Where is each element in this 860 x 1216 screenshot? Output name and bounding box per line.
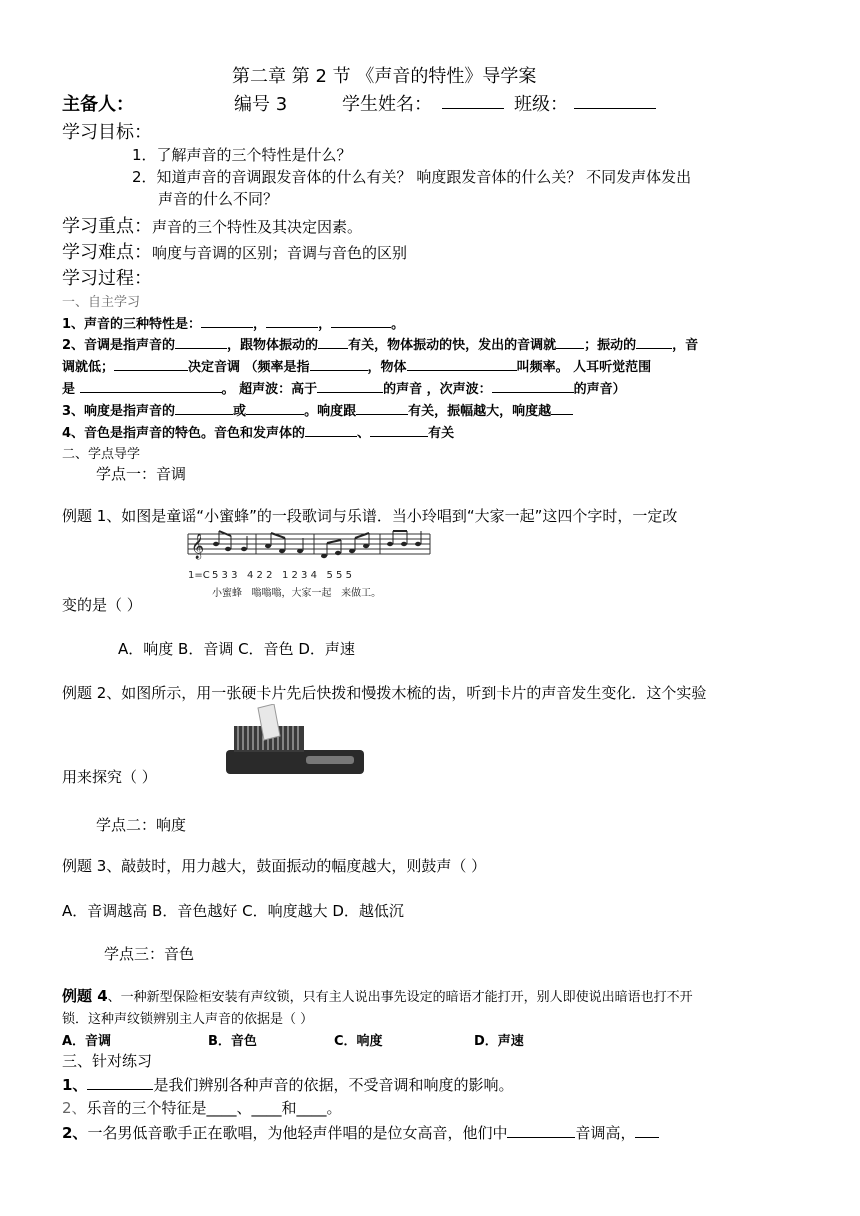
- staff-lyrics-label: 小蜜蜂 嗡嗡嗡，大家一起 来做工。: [212, 588, 382, 599]
- author-label: 主备人：: [62, 94, 134, 115]
- example-4-option-a: A．音调: [62, 1034, 112, 1049]
- practice-2-text: 乐音的三个特征是____、____和____。: [86, 1099, 342, 1117]
- practice-3: [62, 1122, 659, 1143]
- q2-blank-10[interactable]: [492, 379, 574, 393]
- q4-blank-1[interactable]: [305, 423, 357, 437]
- comb-svg: [222, 704, 368, 780]
- q2-blank-1[interactable]: [175, 335, 227, 349]
- q4-text-1: 4、音色是指声音的特色。音色和发声体的: [62, 426, 306, 441]
- q1-blank-2[interactable]: [266, 314, 318, 328]
- self-study-q2-line1: [62, 334, 698, 353]
- self-study-q4: [62, 422, 454, 441]
- q2-blank-6[interactable]: [310, 357, 368, 371]
- q2-text-2: ，跟物体振动的: [227, 338, 319, 353]
- self-study-heading: 一、自主学习: [62, 295, 141, 310]
- key-points-label: 学习重点：: [62, 216, 152, 237]
- example-1-line-1: 例题 1、如图是童谣“小蜜蜂”的一段歌词与乐谱．当小玲唱到“大家一起”这四个字时，一定改: [62, 507, 678, 525]
- practice-2-number: 2、: [62, 1099, 87, 1117]
- q3-text-1: 3、响度是指声音的: [62, 404, 176, 419]
- q3-text-2: 或: [233, 404, 247, 419]
- goal-item-1: 1．了解声音的三个特性是什么？: [132, 146, 352, 164]
- q2-blank-2[interactable]: [318, 335, 348, 349]
- example-4-option-d: D．声速: [474, 1034, 524, 1049]
- self-study-q2-line2: [62, 356, 651, 375]
- point-3-heading: 学点三：音色: [104, 945, 195, 963]
- practice-1-number: 1、: [62, 1076, 88, 1094]
- example-4-line-1: [62, 985, 693, 1006]
- key-points-text: 声音的三个特性及其决定因素。: [152, 218, 363, 236]
- process-heading: 学习过程：: [62, 268, 152, 289]
- point-1-heading: 学点一：音调: [96, 465, 187, 483]
- goal-item-2a: 2．知道声音的音调跟发音体的什么有关？ 响度跟发音体的什么关？ 不同发声体发出: [132, 168, 692, 186]
- q1-blank-1[interactable]: [201, 314, 253, 328]
- q2-text-1: 2、音调是指声音的: [62, 338, 176, 353]
- example-4-option-c: C．响度: [334, 1034, 383, 1049]
- staff-key-label: 1=C: [188, 570, 210, 581]
- example-4-option-b: B．音色: [208, 1034, 257, 1049]
- example-4-label: 例题 4: [62, 987, 108, 1005]
- class-field[interactable]: [574, 92, 656, 109]
- example-2-line-2: 用来探究（ ）: [62, 768, 157, 786]
- example-2-line-1: 例题 2、如图所示，用一张硬卡片先后快拨和慢拨木梳的齿，听到卡片的声音发生变化．这个实验: [62, 684, 707, 702]
- key-points-row: [62, 212, 362, 238]
- class-label: 班级：: [514, 94, 568, 115]
- point-2-heading: 学点二：响度: [96, 816, 187, 834]
- practice-3-blank-1[interactable]: [507, 1122, 575, 1138]
- student-name-label: 学生姓名：: [342, 94, 432, 115]
- practice-2: [62, 1097, 342, 1118]
- practice-3-text: 一名男低音歌手正在歌唱，为他轻声伴唱的是位女高音，他们中: [87, 1124, 508, 1142]
- q2-text-6: 调就低；: [62, 360, 115, 375]
- q2-text-5: ，音: [672, 338, 699, 353]
- example-4-line-2: 锁．这种声纹锁辨别主人声音的依据是（ ）: [62, 1012, 314, 1027]
- q2-text-3: 有关，物体振动的快，发出的音调就: [348, 338, 557, 353]
- q1-text: 1、声音的三种特性是：: [62, 317, 202, 332]
- practice-1-blank[interactable]: [87, 1074, 153, 1090]
- q2-text-12: 的声音 ，次声波：: [383, 382, 492, 397]
- q2-text-8: ，物体: [367, 360, 407, 375]
- q2-text-9: 叫频率。 人耳听觉范围: [516, 360, 652, 375]
- q2-text-13: 的声音）: [573, 382, 626, 397]
- staff-notes-label: 5 3 3 4 2 2 1 2 3 4 5 5 5: [212, 570, 352, 581]
- example-3: 例题 3、敲鼓时，用力越大，鼓面振动的幅度越大，则鼓声（ ）: [62, 857, 487, 875]
- q4-text-3: 有关: [428, 426, 455, 441]
- comb-card-figure: [222, 704, 368, 780]
- example-1-options: A．响度 B．音调 C．音色 D．声速: [118, 640, 355, 658]
- number-label: 编号 3: [234, 94, 288, 115]
- q2-blank-7[interactable]: [407, 357, 517, 371]
- q3-blank-1[interactable]: [175, 401, 233, 415]
- q2-blank-4[interactable]: [636, 335, 672, 349]
- q1-blank-3[interactable]: [331, 314, 391, 328]
- practice-heading: 三、针对练习: [62, 1052, 153, 1070]
- practice-3-number: 2、: [62, 1124, 88, 1142]
- practice-3-blank-2[interactable]: [635, 1122, 659, 1138]
- practice-3-tail: 音调高，: [575, 1124, 636, 1142]
- q3-text-4: 有关，振幅越大，响度越: [408, 404, 552, 419]
- q3-blank-3[interactable]: [356, 401, 408, 415]
- goal-item-2b: 声音的什么不同？: [158, 190, 279, 208]
- page-title: 第二章 第 2 节 《声音的特性》导学案: [232, 66, 537, 87]
- q2-text-4: ；振动的: [584, 338, 637, 353]
- self-study-q3: [62, 400, 573, 419]
- q3-blank-4[interactable]: [551, 401, 573, 415]
- difficulty-row: [62, 238, 407, 264]
- student-name-field[interactable]: [442, 92, 504, 109]
- self-study-q2-line3: [62, 378, 626, 397]
- guide-heading: 二、学点导学: [62, 447, 141, 462]
- practice-1: [62, 1074, 513, 1095]
- svg-text:𝄞: 𝄞: [191, 534, 205, 559]
- q2-blank-3[interactable]: [556, 335, 584, 349]
- difficulty-label: 学习难点：: [62, 242, 152, 263]
- q2-text-10: 是: [62, 382, 76, 397]
- music-staff-svg: [186, 528, 432, 604]
- self-study-q1: 1、声音的三种特性是： ， ， 。: [62, 313, 404, 332]
- q4-blank-2[interactable]: [370, 423, 428, 437]
- q3-text-3: 。响度跟: [304, 404, 357, 419]
- goals-heading: 学习目标：: [62, 122, 152, 143]
- q2-text-7: 决定音调 （频率是指: [188, 360, 310, 375]
- music-score-figure: [186, 528, 432, 604]
- practice-1-text: 是我们辨别各种声音的依据，不受音调和响度的影响。: [153, 1076, 514, 1094]
- q2-text-11: 。 超声波：高于: [221, 382, 318, 397]
- q2-blank-5[interactable]: [114, 357, 188, 371]
- q4-text-2: 、: [357, 426, 371, 441]
- q2-blank-8[interactable]: [80, 379, 222, 393]
- q3-blank-2[interactable]: [246, 401, 304, 415]
- difficulty-text: 响度与音调的区别；音调与音色的区别: [152, 244, 408, 262]
- q2-blank-9[interactable]: [317, 379, 383, 393]
- example-4-text-1: 、一种新型保险柜安装有声纹锁，只有主人说出事先设定的暗语才能打开，别人即使说出暗语也打不开: [107, 990, 693, 1005]
- example-3-options: A．音调越高 B．音色越好 C．响度越大 D．越低沉: [62, 902, 404, 920]
- example-1-line-2: 变的是（ ）: [62, 596, 142, 614]
